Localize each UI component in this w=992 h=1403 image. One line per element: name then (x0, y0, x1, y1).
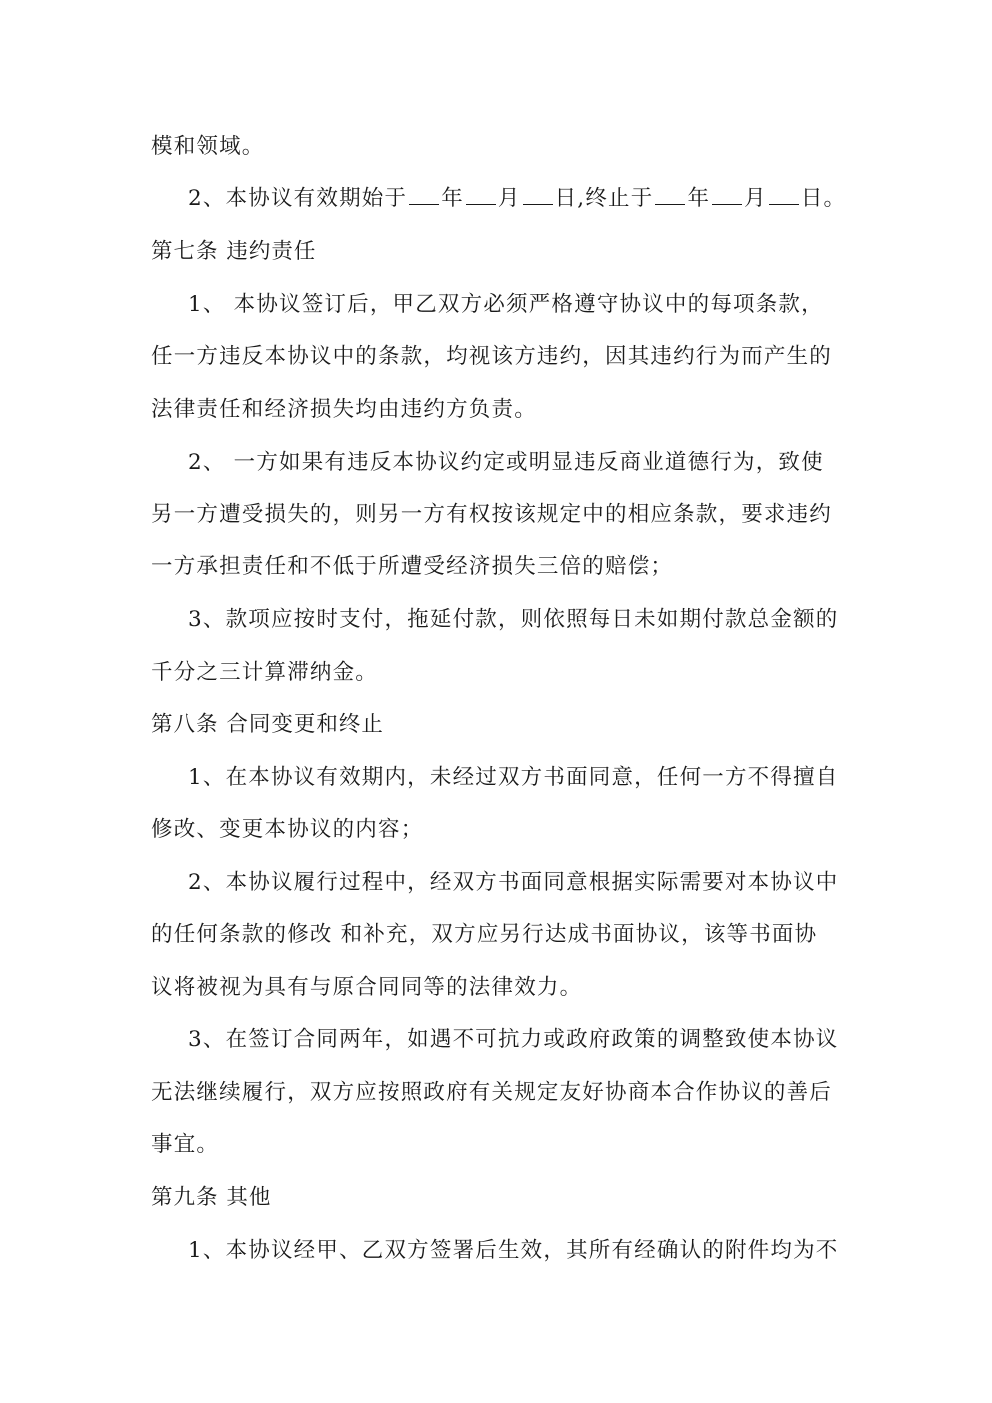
blank-field (523, 184, 553, 205)
text-line: 3、在签订合同两年，如遇不可抗力或政府政策的调整致使本协议 (188, 1027, 839, 1052)
text-line: 模和领域。 (151, 134, 265, 159)
text-line: 议将被视为具有与原合同同等的法律效力。 (151, 975, 583, 1000)
blank-field (712, 184, 742, 205)
text-line: 1、本协议经甲、乙双方签署后生效，其所有经确认的附件均为不 (188, 1238, 839, 1263)
text-line: 1、在本协议有效期内，未经过双方书面同意，任何一方不得擅自 (188, 765, 839, 790)
blank-field (769, 184, 799, 205)
blank-field (466, 184, 496, 205)
text-line: 任一方违反本协议中的条款，均视该方违约，因其违约行为而产生的 (151, 344, 833, 369)
blank-field (655, 184, 685, 205)
text-line: 千分之三计算滞纳金。 (151, 660, 379, 685)
term-day: 日 (554, 186, 578, 211)
text-line: 2、 一方如果有违反本协议约定或明显违反商业道德行为，致使 (188, 450, 824, 475)
blank-field (409, 184, 439, 205)
text-line: 3、款项应按时支付，拖延付款，则依照每日未如期付款总金额的 (188, 607, 839, 632)
text-line: 2、本协议履行过程中，经双方书面同意根据实际需要对本协议中 (188, 870, 839, 895)
section-heading: 第七条 违约责任 (151, 239, 317, 264)
section-heading: 第九条 其他 (151, 1185, 272, 1210)
term-year: 年 (687, 186, 711, 211)
validity-term-line (188, 184, 846, 214)
term-month: 月 (744, 186, 767, 211)
text-line: 法律责任和经济损失均由违约方负责。 (151, 397, 537, 422)
term-lead: 2、本协议有效期始于 (188, 186, 408, 211)
text-line: 修改、变更本协议的内容； (151, 817, 424, 842)
text-line: 另一方遭受损失的，则另一方有权按该规定中的相应条款，要求违约 (151, 502, 833, 527)
term-mid: ,终止于 (577, 186, 654, 211)
term-end: 日。 (800, 186, 847, 211)
text-line: 事宜。 (151, 1132, 220, 1157)
text-line: 1、 本协议签订后，甲乙双方必须严格遵守协议中的每项条款， (188, 292, 824, 317)
term-year: 年 (441, 186, 464, 211)
text-line: 的任何条款的修改 和补充，双方应另行达成书面协议，该等书面协 (151, 922, 818, 947)
term-month: 月 (497, 186, 521, 211)
text-line: 无法继续履行，双方应按照政府有关规定友好协商本合作协议的善后 (151, 1080, 833, 1105)
text-line: 一方承担责任和不低于所遭受经济损失三倍的赔偿； (151, 554, 674, 579)
section-heading: 第八条 合同变更和终止 (151, 712, 384, 737)
